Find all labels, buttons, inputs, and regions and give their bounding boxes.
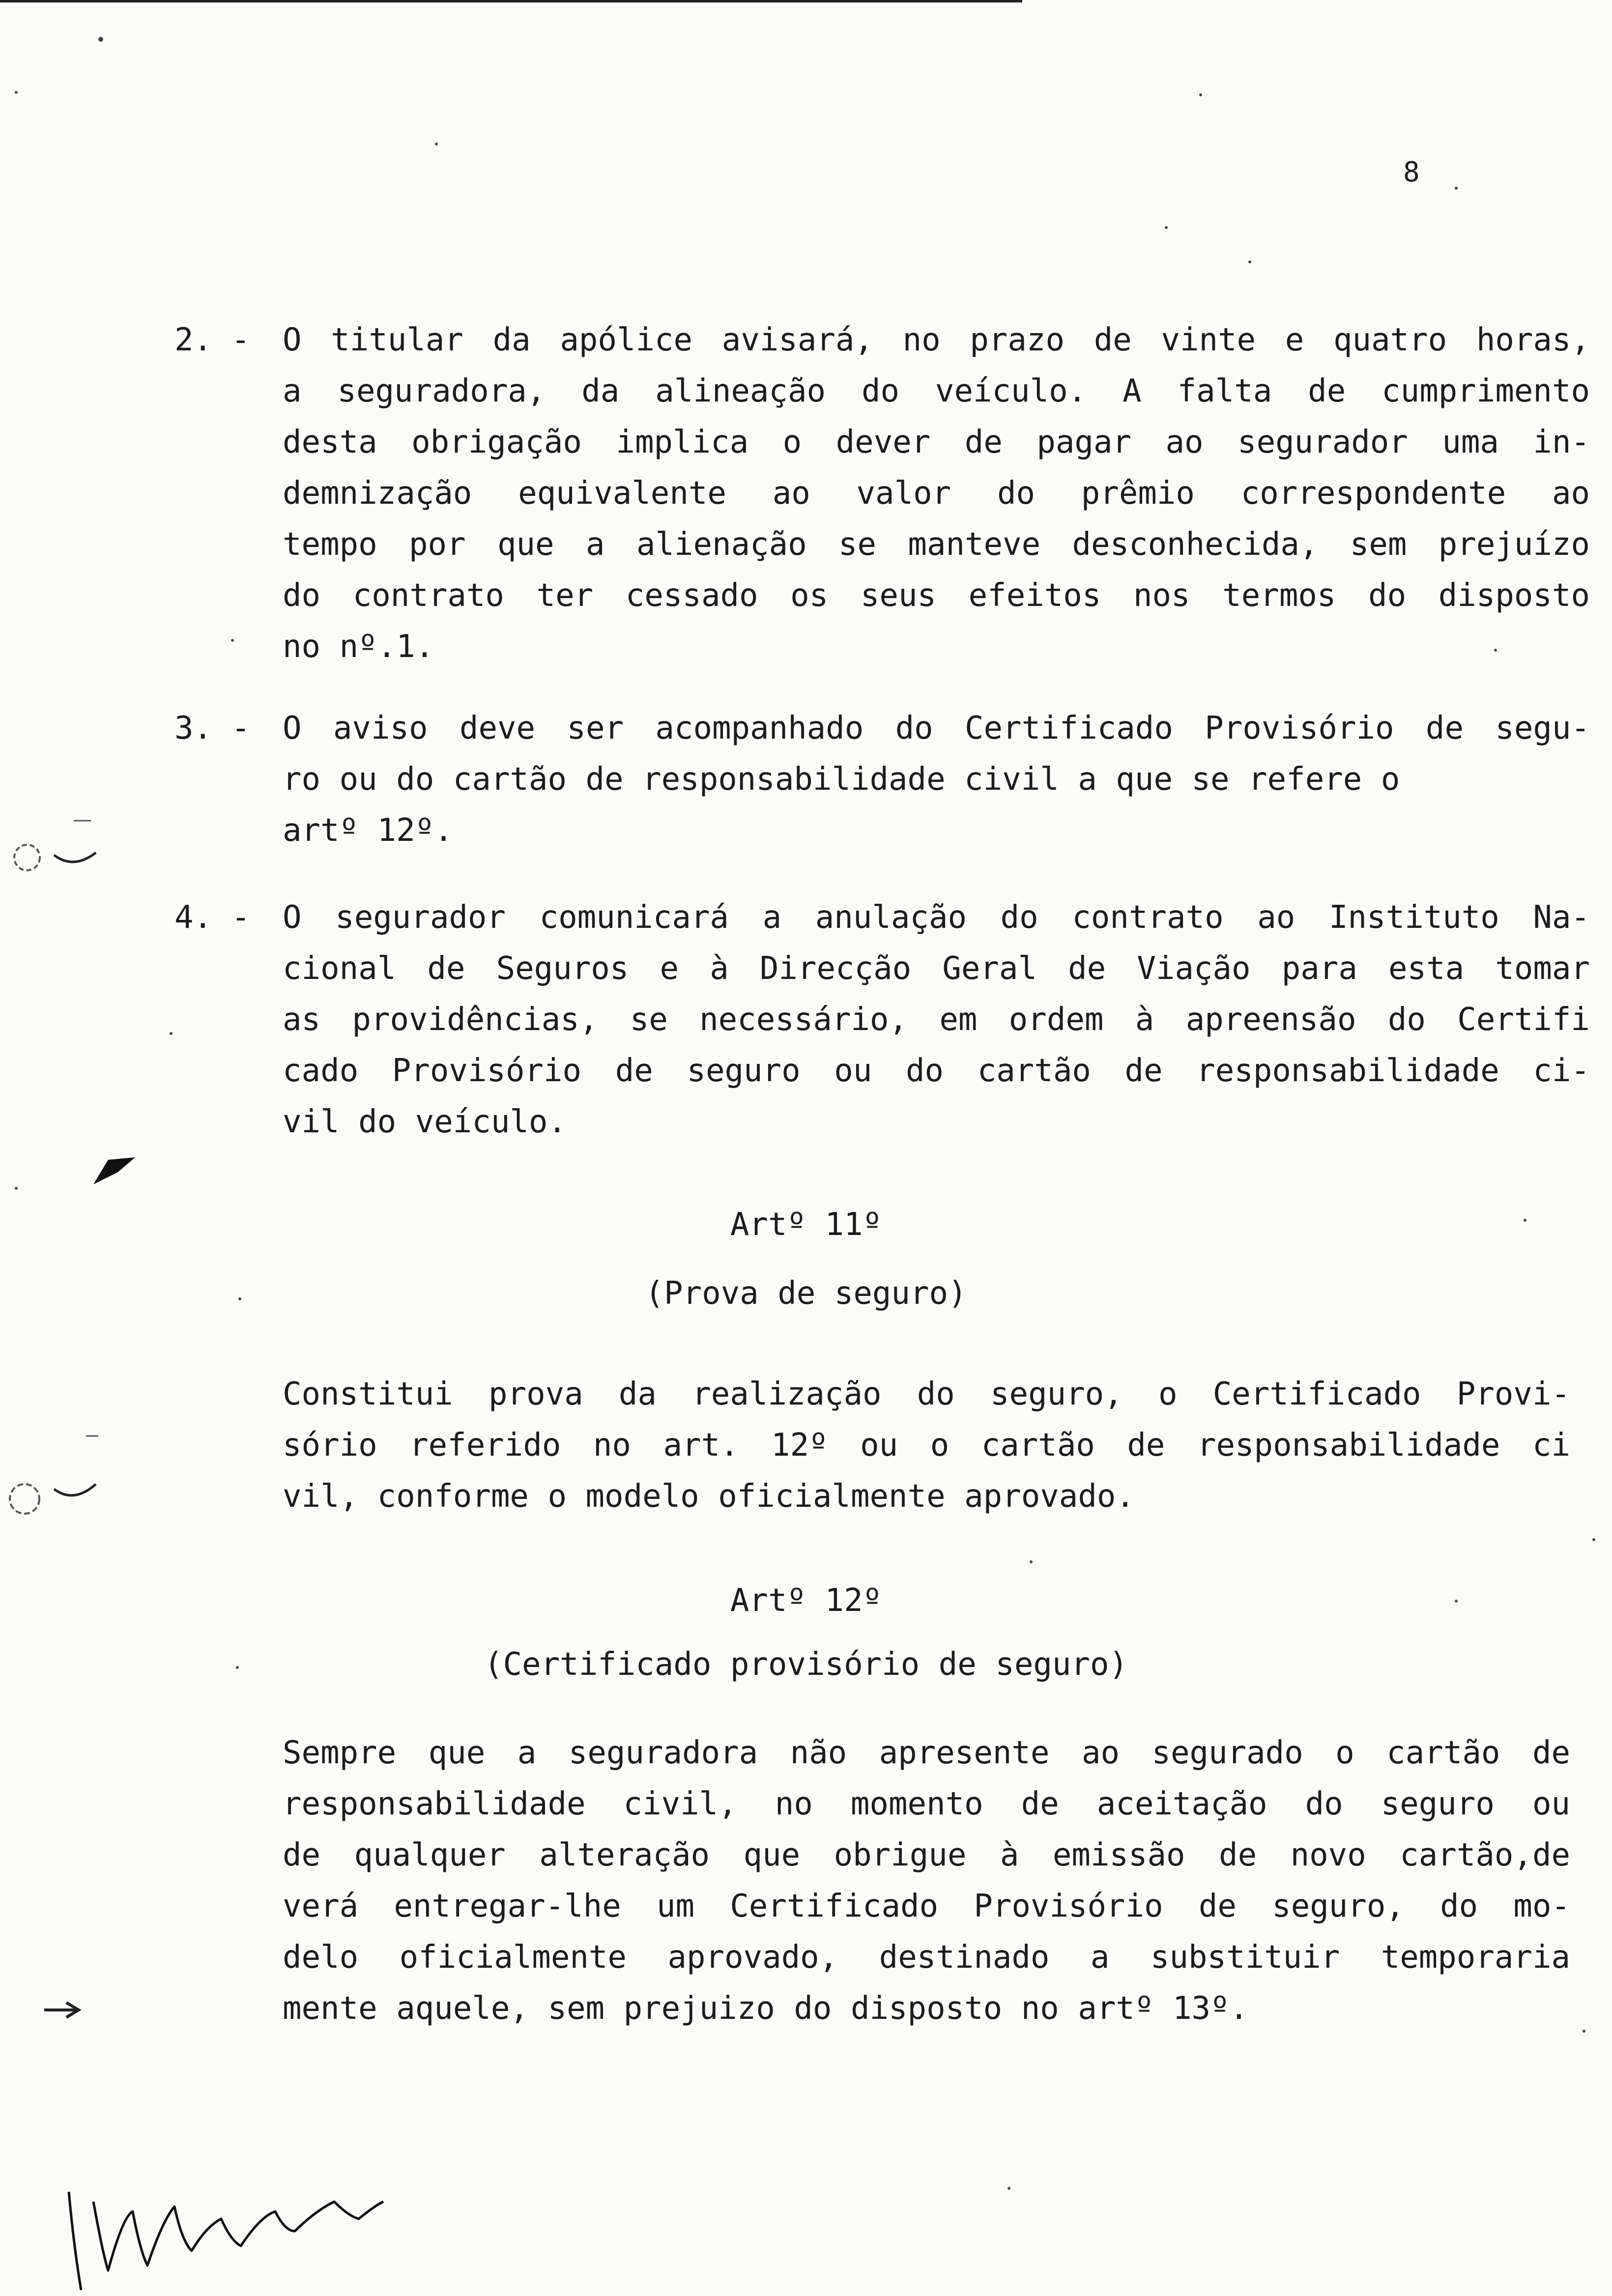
text-line: desta obrigação implica o dever de pagar ao segurador uma in- [283, 424, 1590, 460]
text-line: O aviso deve ser acompanhado do Certificado Provisório de segu- [283, 710, 1590, 746]
handwritten-initials [59, 2172, 413, 2296]
scan-speck [1455, 187, 1458, 190]
text-line: Sempre que a seguradora não apresente ao segurado o cartão de [283, 1735, 1570, 1771]
text-line: O titular da apólice avisará, no prazo de vinte e quatro horas, [283, 322, 1590, 358]
binding-hole-mark-lower [0, 1425, 108, 1523]
scan-speck [98, 37, 103, 42]
text-line: tempo por que a alienação se manteve desconhecida, sem prejuízo [283, 526, 1590, 563]
text-line: responsabilidade civil, no momento de aceitação do seguro ou [283, 1786, 1570, 1822]
text-line: no nº.1. [283, 629, 434, 665]
article-11-heading: Artº 11º [730, 1206, 882, 1243]
scan-speck [15, 91, 18, 94]
scan-speck [231, 639, 234, 642]
text-line: verá entregar-lhe um Certificado Provisório de seguro, do mo- [283, 1888, 1570, 1924]
scan-speck [1030, 1560, 1033, 1563]
scan-speck [1592, 1538, 1595, 1541]
scan-speck [1008, 2187, 1010, 2190]
text-line: de qualquer alteração que obrigue à emissão de novo cartão,de [283, 1837, 1570, 1873]
article-11-subheading: (Prova de seguro) [645, 1275, 967, 1312]
scan-speck [1199, 93, 1202, 96]
clause-number: 2. - [174, 322, 251, 358]
clause-text [283, 315, 1590, 672]
text-line: do contrato ter cessado os seus efeitos nos termos do disposto [283, 577, 1590, 614]
text-line: a seguradora, da alineação do veículo. A falta de cumprimento [283, 373, 1590, 409]
article-11-text [283, 1369, 1570, 1522]
clause-number: 4. - [174, 899, 251, 936]
text-line: artº 12º. [283, 812, 453, 849]
text-line: cional de Seguros e à Direcção Geral de Viação para esta tomar [283, 950, 1590, 987]
scan-speck [15, 1187, 18, 1190]
page-number: 8 [1403, 156, 1420, 188]
article-12-subheading: (Certificado provisório de seguro) [484, 1646, 1128, 1683]
scan-speck [1455, 1600, 1458, 1603]
scan-speck [435, 143, 438, 145]
ink-arrow-mark [42, 1995, 96, 2025]
scan-speck [1494, 649, 1497, 652]
clause-text [283, 892, 1590, 1148]
clause-number: 3. - [174, 710, 251, 746]
scan-speck [1524, 1219, 1526, 1222]
scan-speck [238, 1297, 241, 1300]
text-line: cado Provisório de seguro ou do cartão de responsabilidade ci- [283, 1053, 1590, 1089]
scan-speck [170, 1032, 173, 1035]
scan-speck [1165, 226, 1168, 229]
text-line: Constitui prova da realização do seguro, o Certificado Provi- [283, 1376, 1570, 1412]
scan-speck [236, 1666, 239, 1669]
article-12-heading: Artº 12º [730, 1582, 882, 1619]
text-line: mente aquele, sem prejuizo do disposto no artº 13º. [283, 1990, 1249, 2027]
article-12-text [283, 1727, 1570, 2034]
text-line: vil, conforme o modelo oficialmente aprovado. [283, 1478, 1135, 1515]
top-border-line [0, 0, 1022, 2]
scan-speck [1248, 260, 1251, 263]
text-line: vil do veículo. [283, 1104, 567, 1140]
text-line: demnização equivalente ao valor do prêmio correspondente ao [283, 475, 1590, 512]
clause-text [283, 703, 1590, 856]
text-line: as providências, se necessário, em ordem à apreensão do Certifi [283, 1002, 1590, 1038]
scan-speck [1583, 2030, 1585, 2033]
binding-hole-mark-upper [0, 806, 108, 885]
ink-blot-mark [88, 1145, 143, 1189]
text-line: sório referido no art. 12º ou o cartão de responsabilidade ci [283, 1427, 1570, 1464]
text-line: delo oficialmente aprovado, destinado a substituir temporaria [283, 1939, 1570, 1976]
text-line: ro ou do cartão de responsabilidade civil a que se refere o [283, 761, 1400, 798]
text-line: O segurador comunicará a anulação do contrato ao Instituto Na- [283, 899, 1590, 936]
